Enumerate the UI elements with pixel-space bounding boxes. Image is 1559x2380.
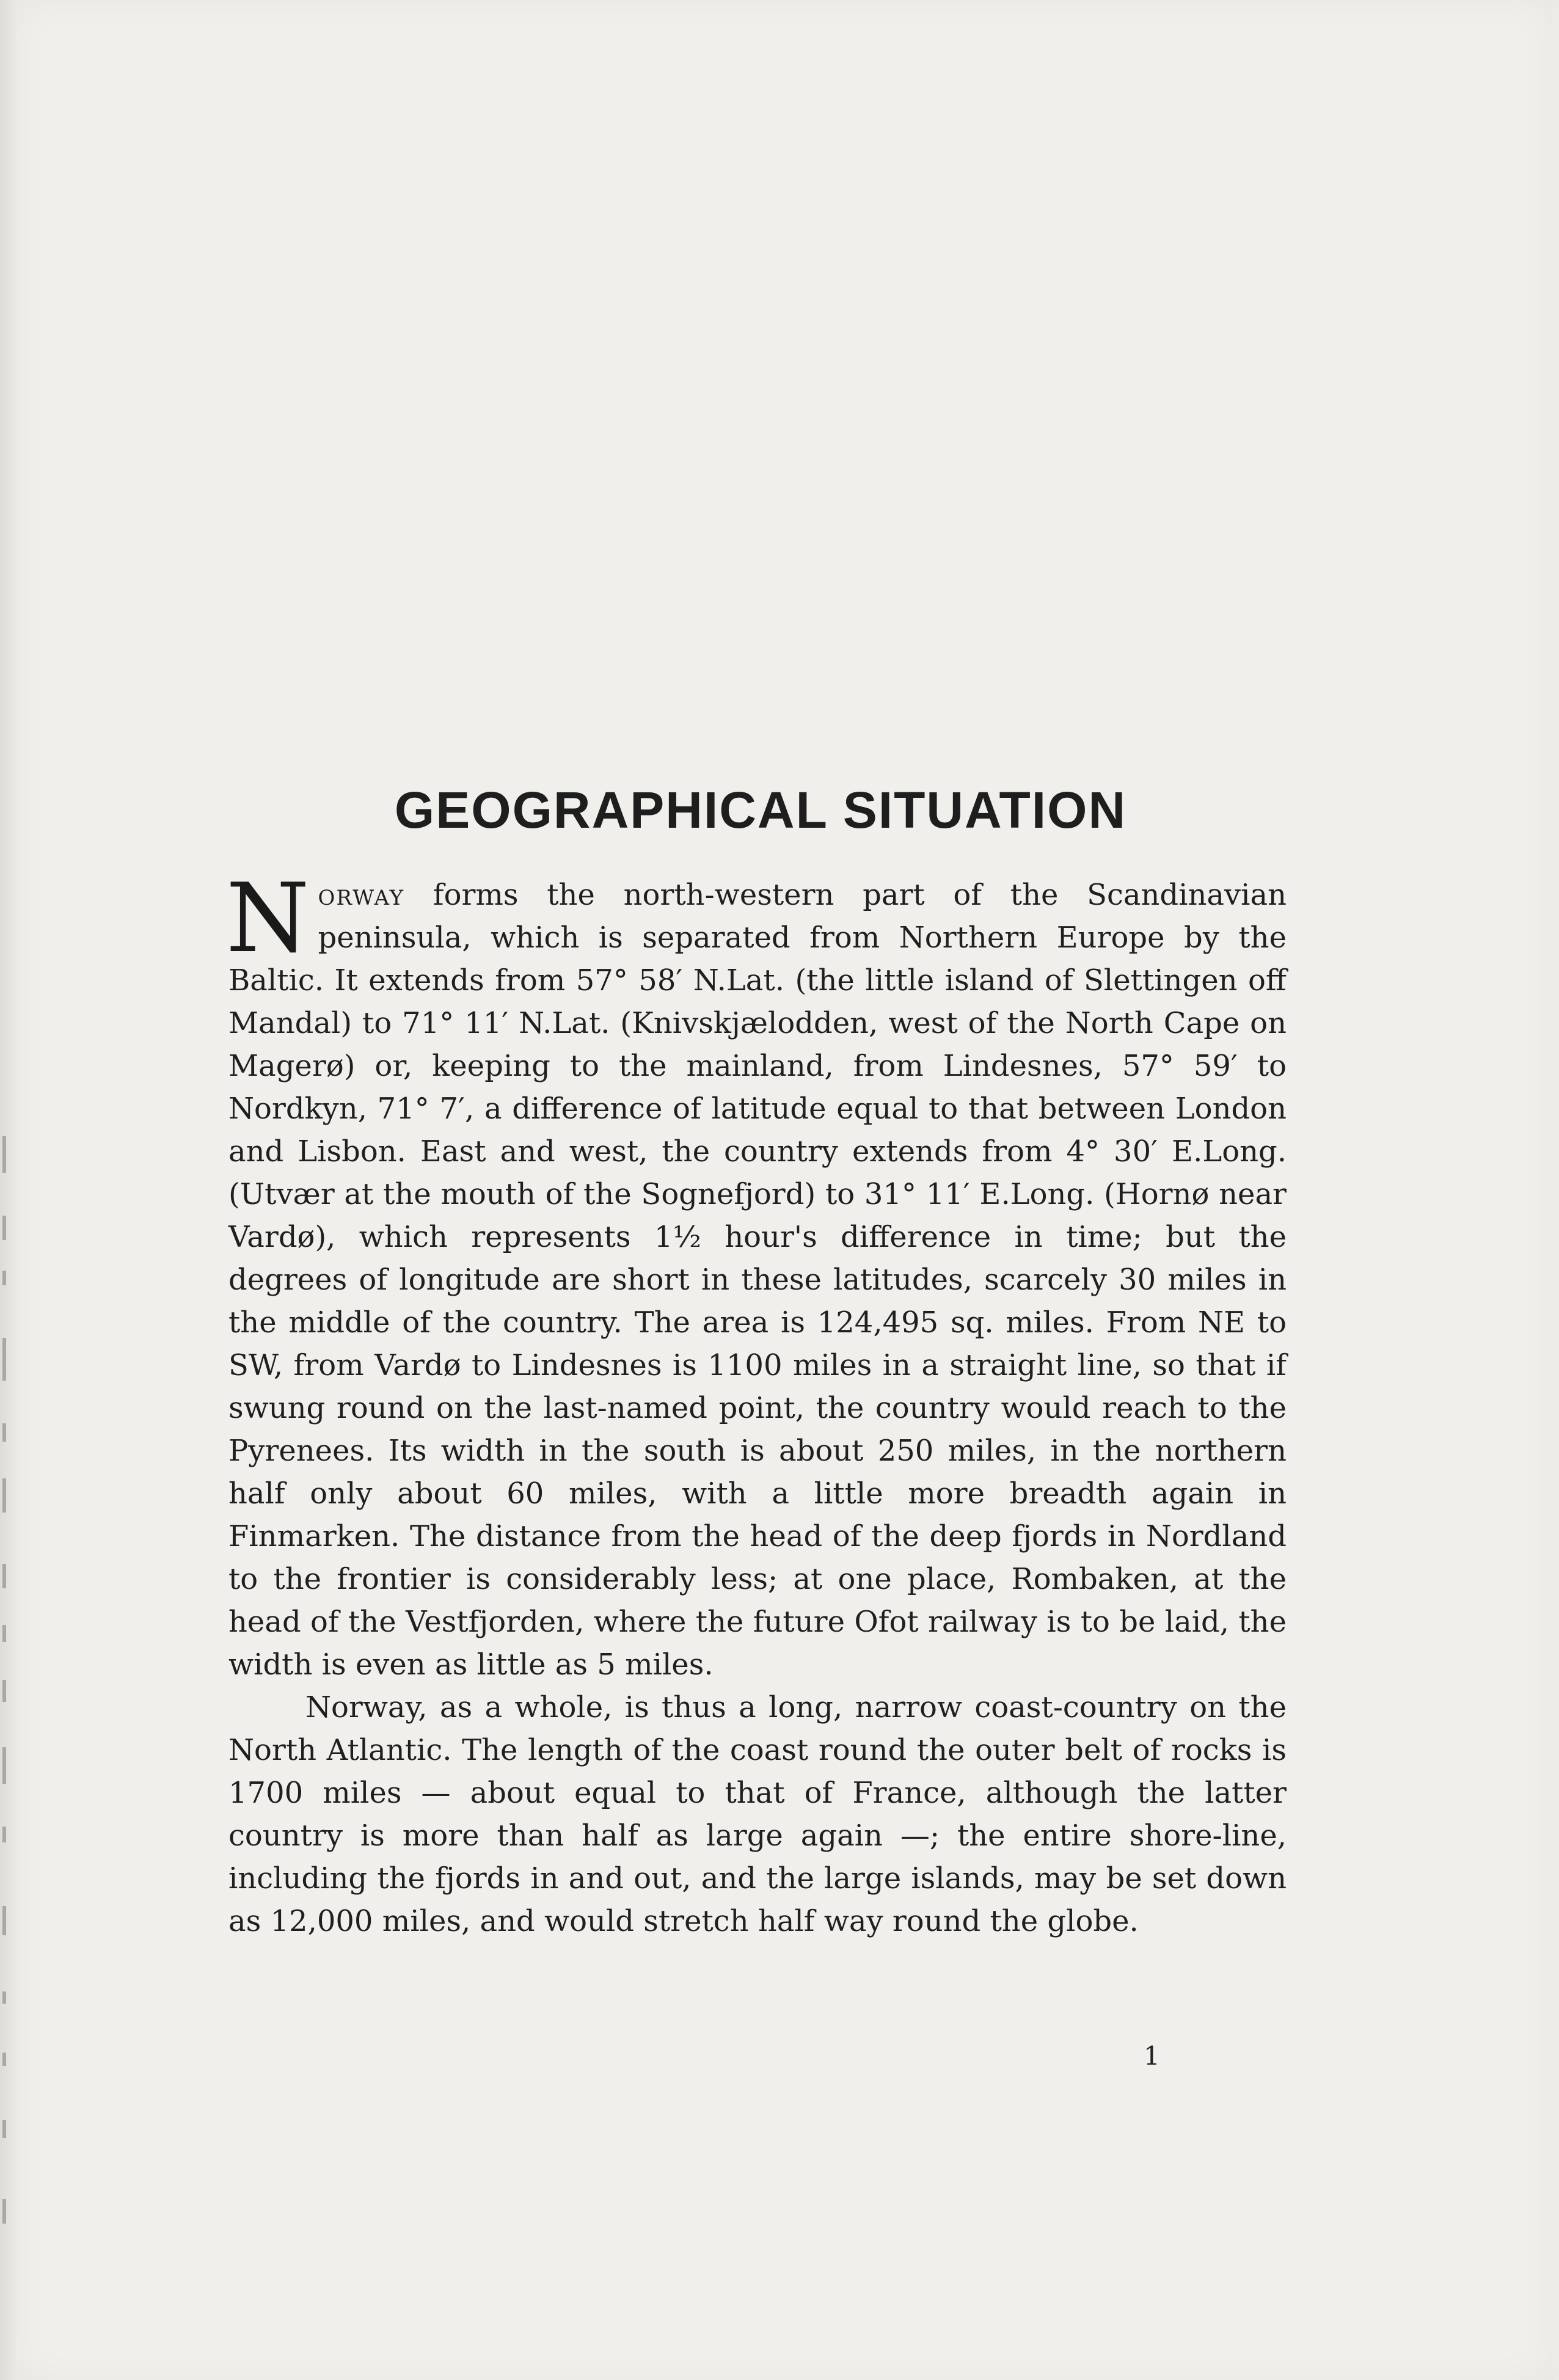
scanned-page-edge	[0, 0, 16, 2380]
small-caps-word: orway	[318, 878, 405, 912]
paragraph-2: Norway, as a whole, is thus a long, narrow coast-country on the North Atlantic. The length of the coast round the outer belt of rocks is 1700 miles — about equal to that of France, although the latter country is more than half as large again —; the entire shore-line, including the fjords in and out, and the large islands, may be set down as 12,000 miles, and would stretch half way round the globe.	[228, 1690, 1287, 1938]
paragraph-1-text: forms the north-western part of the Scandinavian peninsula, which is separated from Northern Europe by the Baltic. It extends from 57° 58′ N.Lat. (the little island of Slettingen off Mandal) to 71° 11′ N.Lat. (Knivskjælodden, west of the North Cape on Magerø) or, keeping to the mainland, from Lindesnes, 57° 59′ to Nordkyn, 71° 7′, a difference of latitude equal to that between London and Lisbon. East and west, the country extends from 4° 30′ E.Long. (Utvær at the mouth of the Sognefjord) to 31° 11′ E.Long. (Hornø near Vardø), which represents 1½ hour's difference in time; but the degrees of longitude are short in these latitudes, scarcely 30 miles in the middle of the country. The area is 124,495 sq. miles. From NE to SW, from Vardø to Lindesnes is 1100 miles in a straight line, so that if swung round on the last-named point, the country would reach to the Pyrenees. Its width in the south is about 250 miles, in the northern half only about 60 miles, with a little more breadth again in Finmarken. The distance from the head of the deep fjords in Nordland to the frontier is considerably less; at one place, Rombaken, at the head of the Vestfjorden, where the future Ofot railway is to be laid, the width is even as little as 5 miles.	[228, 878, 1287, 1682]
body-text	[226, 863, 1287, 1943]
page-number: 1	[1144, 2041, 1160, 2071]
paragraph-1	[226, 863, 1287, 1686]
drop-cap: N	[226, 863, 310, 974]
chapter-title: GEOGRAPHICAL SITUATION	[394, 781, 1127, 839]
